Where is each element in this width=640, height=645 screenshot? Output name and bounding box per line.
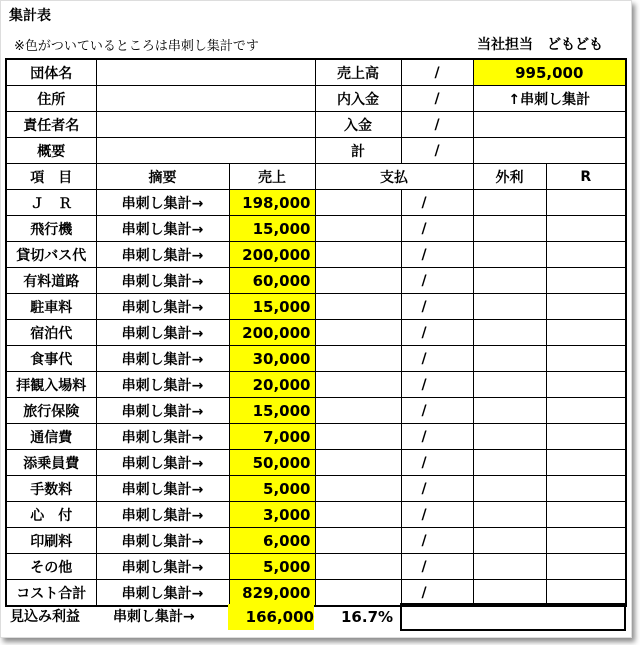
note-text: ※色がついているところは串刺し集計です xyxy=(14,39,259,54)
item-r[interactable] xyxy=(546,424,626,450)
item-sales[interactable]: 50,000 xyxy=(229,450,315,476)
item-summary: 串刺し集計→ xyxy=(96,528,229,554)
item-r[interactable] xyxy=(546,554,626,580)
item-payment[interactable] xyxy=(315,268,401,294)
item-r[interactable] xyxy=(546,398,626,424)
header-row xyxy=(6,138,626,164)
item-summary: 串刺し集計→ xyxy=(96,268,229,294)
item-date[interactable]: / xyxy=(401,502,473,528)
field-value[interactable] xyxy=(96,112,315,138)
item-gross[interactable] xyxy=(473,216,546,242)
amount-label: 入金 xyxy=(315,112,401,138)
date-slash[interactable]: / xyxy=(401,112,473,138)
item-name: 手数料 xyxy=(6,476,96,502)
item-name: 宿泊代 xyxy=(6,320,96,346)
item-name: 有料道路 xyxy=(6,268,96,294)
item-gross[interactable] xyxy=(473,502,546,528)
col-r: R xyxy=(546,164,626,190)
item-sales[interactable]: 15,000 xyxy=(229,294,315,320)
item-r[interactable] xyxy=(546,294,626,320)
amount-value[interactable] xyxy=(473,112,626,138)
item-payment[interactable] xyxy=(315,320,401,346)
item-r[interactable] xyxy=(546,346,626,372)
item-name: 食事代 xyxy=(6,346,96,372)
table-row xyxy=(6,320,626,346)
item-date[interactable]: / xyxy=(401,450,473,476)
field-value[interactable] xyxy=(96,86,315,112)
item-r[interactable] xyxy=(546,268,626,294)
item-r[interactable] xyxy=(546,216,626,242)
amount-label: 内入金 xyxy=(315,86,401,112)
table-row xyxy=(6,190,626,216)
amount-label: 計 xyxy=(315,138,401,164)
item-payment[interactable] xyxy=(315,216,401,242)
table-row xyxy=(6,450,626,476)
owner-label: 当社担当 どもども xyxy=(477,37,603,53)
table-row xyxy=(6,476,626,502)
item-summary: 串刺し集計→ xyxy=(96,346,229,372)
item-payment[interactable] xyxy=(315,346,401,372)
item-name: 旅行保険 xyxy=(6,398,96,424)
item-r[interactable] xyxy=(546,242,626,268)
item-summary: 串刺し集計→ xyxy=(96,242,229,268)
item-date[interactable]: / xyxy=(401,528,473,554)
item-date[interactable]: / xyxy=(401,346,473,372)
header-row xyxy=(6,59,626,86)
item-gross[interactable] xyxy=(473,398,546,424)
item-gross[interactable] xyxy=(473,372,546,398)
table-row xyxy=(6,294,626,320)
item-name: コスト合計 xyxy=(6,580,96,607)
item-name: Ｊ Ｒ xyxy=(6,190,96,216)
table-row xyxy=(6,528,626,554)
item-r[interactable] xyxy=(546,190,626,216)
item-sales[interactable]: 200,000 xyxy=(229,242,315,268)
item-sales[interactable]: 30,000 xyxy=(229,346,315,372)
item-gross[interactable] xyxy=(473,554,546,580)
item-summary: 串刺し集計→ xyxy=(96,502,229,528)
item-summary: 串刺し集計→ xyxy=(96,320,229,346)
item-date[interactable]: / xyxy=(401,398,473,424)
profit-rate: 16.7% xyxy=(341,608,394,626)
item-name: 添乗員費 xyxy=(6,450,96,476)
item-name: 心 付 xyxy=(6,502,96,528)
field-label: 概要 xyxy=(6,138,96,164)
item-payment[interactable] xyxy=(315,528,401,554)
item-summary: 串刺し集計→ xyxy=(96,294,229,320)
date-slash[interactable]: / xyxy=(401,59,473,86)
item-date[interactable]: / xyxy=(401,580,473,607)
item-sales[interactable]: 7,000 xyxy=(229,424,315,450)
col-gross: 外利 xyxy=(473,164,546,190)
item-name: 飛行機 xyxy=(6,216,96,242)
item-gross[interactable] xyxy=(473,346,546,372)
item-name: その他 xyxy=(6,554,96,580)
amount-value[interactable]: ↑串刺し集計 xyxy=(473,86,626,112)
item-date[interactable]: / xyxy=(401,320,473,346)
item-payment[interactable] xyxy=(315,450,401,476)
item-payment[interactable] xyxy=(315,372,401,398)
item-name: 拝観入場料 xyxy=(6,372,96,398)
table-row xyxy=(6,242,626,268)
profit-summary: 串刺し集計→ xyxy=(113,609,195,625)
total-sales-value[interactable]: 995,000 xyxy=(473,59,626,86)
col-payment: 支払 xyxy=(315,164,473,190)
item-sales[interactable]: 198,000 xyxy=(229,190,315,216)
item-payment[interactable] xyxy=(315,502,401,528)
item-gross[interactable] xyxy=(473,424,546,450)
table-row xyxy=(6,554,626,580)
amount-value[interactable] xyxy=(473,138,626,164)
header-row xyxy=(6,86,626,112)
table-row xyxy=(6,346,626,372)
item-date[interactable]: / xyxy=(401,476,473,502)
field-label: 住所 xyxy=(6,86,96,112)
field-label: 団体名 xyxy=(6,59,96,86)
profit-empty-box[interactable] xyxy=(400,603,626,631)
item-payment[interactable] xyxy=(315,424,401,450)
item-summary: 串刺し集計→ xyxy=(96,476,229,502)
item-gross[interactable] xyxy=(473,476,546,502)
item-r[interactable] xyxy=(546,502,626,528)
item-date[interactable]: / xyxy=(401,294,473,320)
item-payment[interactable] xyxy=(315,294,401,320)
item-payment[interactable] xyxy=(315,190,401,216)
item-name: 印刷料 xyxy=(6,528,96,554)
table-row xyxy=(6,268,626,294)
item-date[interactable]: / xyxy=(401,268,473,294)
item-gross[interactable] xyxy=(473,450,546,476)
item-sales[interactable]: 5,000 xyxy=(229,476,315,502)
item-summary: 串刺し集計→ xyxy=(96,190,229,216)
col-summary: 摘要 xyxy=(96,164,229,190)
item-payment[interactable] xyxy=(315,554,401,580)
item-summary: 串刺し集計→ xyxy=(96,554,229,580)
table-row xyxy=(6,372,626,398)
item-r[interactable] xyxy=(546,372,626,398)
item-date[interactable]: / xyxy=(401,216,473,242)
item-gross[interactable] xyxy=(473,268,546,294)
sheet-title: 集計表 xyxy=(9,8,51,24)
item-gross[interactable] xyxy=(473,242,546,268)
item-date[interactable]: / xyxy=(401,554,473,580)
item-summary: 串刺し集計→ xyxy=(96,450,229,476)
amount-label: 売上高 xyxy=(315,59,401,86)
col-item: 項 目 xyxy=(6,164,96,190)
profit-label: 見込み利益 xyxy=(10,609,80,625)
item-summary: 串刺し集計→ xyxy=(96,580,229,607)
item-sales[interactable]: 829,000 xyxy=(229,580,315,607)
item-summary: 串刺し集計→ xyxy=(96,216,229,242)
item-date[interactable]: / xyxy=(401,424,473,450)
table-row xyxy=(6,216,626,242)
item-sales[interactable]: 200,000 xyxy=(229,320,315,346)
item-r[interactable] xyxy=(546,528,626,554)
item-date[interactable]: / xyxy=(401,190,473,216)
item-r[interactable] xyxy=(546,320,626,346)
header-row xyxy=(6,112,626,138)
date-slash[interactable]: / xyxy=(401,86,473,112)
item-sales[interactable]: 60,000 xyxy=(229,268,315,294)
item-sales[interactable]: 15,000 xyxy=(229,398,315,424)
item-r[interactable] xyxy=(546,476,626,502)
summary-table xyxy=(5,58,627,607)
field-label: 責任者名 xyxy=(6,112,96,138)
item-sales[interactable]: 20,000 xyxy=(229,372,315,398)
item-summary: 串刺し集計→ xyxy=(96,424,229,450)
column-header-row xyxy=(6,164,626,190)
item-gross[interactable] xyxy=(473,528,546,554)
item-summary: 串刺し集計→ xyxy=(96,372,229,398)
item-sales[interactable]: 5,000 xyxy=(229,554,315,580)
item-gross[interactable] xyxy=(473,294,546,320)
item-payment[interactable] xyxy=(315,242,401,268)
profit-value[interactable]: 166,000 xyxy=(228,604,314,630)
item-gross[interactable] xyxy=(473,190,546,216)
item-r[interactable] xyxy=(546,450,626,476)
item-payment[interactable] xyxy=(315,476,401,502)
item-sales[interactable]: 15,000 xyxy=(229,216,315,242)
item-sales[interactable]: 3,000 xyxy=(229,502,315,528)
item-date[interactable]: / xyxy=(401,372,473,398)
item-date[interactable]: / xyxy=(401,242,473,268)
field-value[interactable] xyxy=(96,59,315,86)
table-row xyxy=(6,502,626,528)
item-name: 貸切バス代 xyxy=(6,242,96,268)
table-row xyxy=(6,424,626,450)
field-value[interactable] xyxy=(96,138,315,164)
date-slash[interactable]: / xyxy=(401,138,473,164)
col-sales: 売上 xyxy=(229,164,315,190)
item-gross[interactable] xyxy=(473,320,546,346)
item-name: 通信費 xyxy=(6,424,96,450)
table-row xyxy=(6,398,626,424)
item-payment[interactable] xyxy=(315,580,401,607)
item-summary: 串刺し集計→ xyxy=(96,398,229,424)
item-payment[interactable] xyxy=(315,398,401,424)
item-name: 駐車料 xyxy=(6,294,96,320)
item-sales[interactable]: 6,000 xyxy=(229,528,315,554)
